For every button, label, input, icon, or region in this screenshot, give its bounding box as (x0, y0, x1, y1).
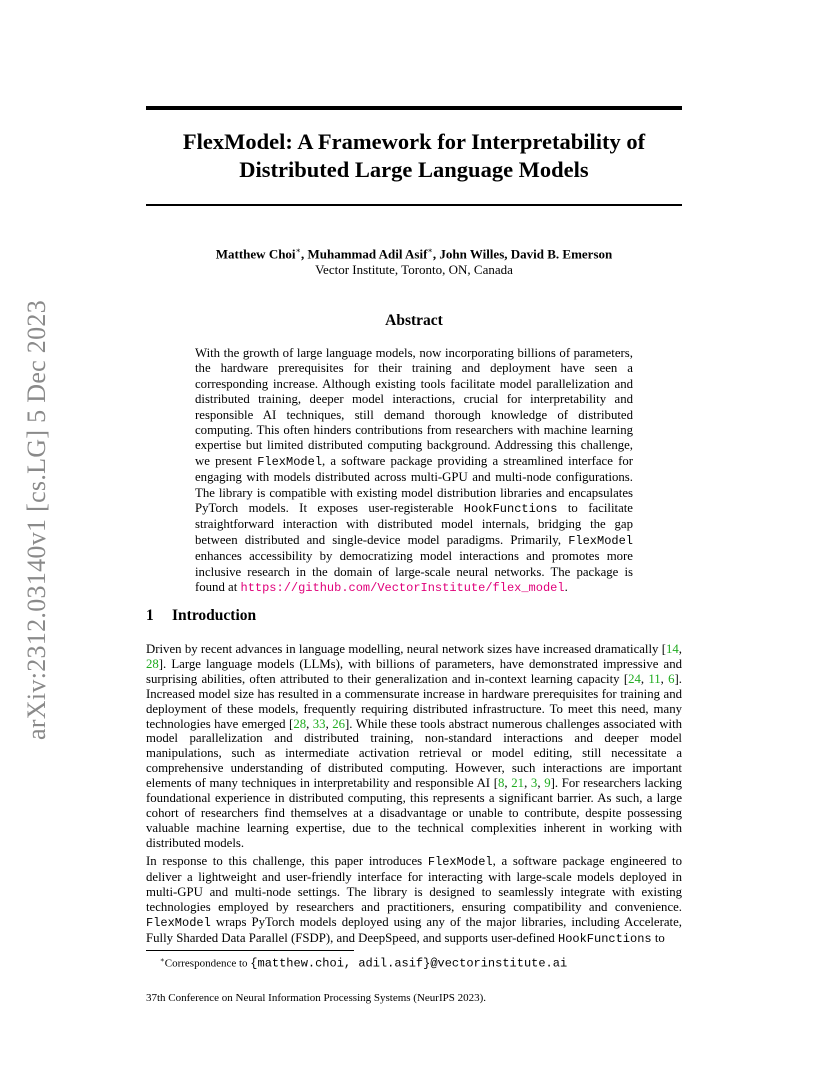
citation-link[interactable]: 28 (146, 656, 159, 671)
section-title: Introduction (172, 607, 257, 624)
author-1-mark: ∗ (295, 246, 301, 255)
citation-link[interactable]: 3 (530, 776, 538, 791)
citation-link[interactable]: 9 (544, 776, 551, 791)
affiliation: Vector Institute, Toronto, ON, Canada (315, 262, 513, 278)
citation-link[interactable]: 26 (332, 716, 346, 731)
author-3-4: John Willes, David B. Emerson (439, 246, 613, 262)
github-link[interactable]: https://github.com/VectorInstitute/flex_model (240, 581, 565, 596)
title-line-2: Distributed Large Language Models (239, 157, 589, 182)
citation-link[interactable]: 14 (666, 642, 679, 656)
code-flexmodel: FlexModel (146, 915, 211, 930)
section-heading-introduction (146, 607, 256, 625)
citation-link[interactable]: 21 (511, 776, 525, 791)
correspondence-email: {matthew.choi, adil.asif}@vectorinstitute.ai (250, 956, 568, 971)
title-line-1: FlexModel: A Framework for Interpretability of (182, 129, 646, 154)
citation-link[interactable]: 33 (312, 716, 326, 731)
paper-title (146, 128, 682, 184)
code-flexmodel: FlexModel (568, 533, 633, 548)
author-names: Matthew Choi∗, Muhammad Adil Asif∗, John Willes, David B. Emerson (215, 246, 613, 262)
citation-link[interactable]: 8 (498, 776, 505, 791)
footnote-rule (146, 950, 354, 951)
author-2-mark: ∗ (427, 246, 433, 255)
code-flexmodel: FlexModel (427, 855, 493, 869)
code-hookfunctions: HookFunctions (558, 931, 652, 946)
title-top-rule (146, 106, 682, 110)
footnote-mark: ∗ (160, 956, 165, 964)
author-block (146, 243, 682, 278)
author-1: Matthew Choi (215, 246, 296, 262)
arxiv-stamp: arXiv:2312.03140v1 [cs.LG] 5 Dec 2023 (22, 299, 51, 741)
intro-paragraph-1: Driven by recent advances in language modelling, neural network sizes have increased dramatically [14, 28]. Large language models (LLMs), with billions of parameters, have demonstrated impressive and surprising abilities, often attributed to their generalization and in-context learning capacity [24, 11, 6]. Increased model size has resulted in a commensurate increase in hardware prerequisites for training and deployment of these models, frequently requiring distributed infrastructure. To meet this need, many technologies have emerged [28, 33, 26]. While these tools abstract numerous challenges associated with model parallelization and distributed training, non-standard interactions and deeper model manipulations, such as intermediate activation retrieval or model editing, still necessitate a comprehensive understanding of distributed computing. However, such interactions are important elements of many techniques in interpretability and responsible AI [8, 21, 3, 9]. For researchers lacking foundational experience in distributed computing, this represents a significant barrier. As such, a large cohort of researchers find themselves at a disadvantage or unable to contribute, despite possessing valuable machine learning expertise, due to the technical complexities inherent in working with distributed models. (146, 642, 683, 850)
citation-link[interactable]: 28 (293, 716, 307, 731)
section-number: 1 (146, 607, 154, 624)
citation-link[interactable]: 6 (668, 671, 675, 686)
title-bottom-rule (146, 204, 682, 206)
footnote: ∗Correspondence to {matthew.choi, adil.asif}@vectorinstitute.ai (160, 956, 568, 971)
citation-link[interactable]: 24 (628, 671, 641, 686)
abstract-body: With the growth of large language models, now incorporating billions of parameters, the hardware prerequisites for their training and deployment have seen a corresponding increase. Although existing tools facilitate model parallelization and distributed training, deeper model interactions, crucial for interpretability and responsible AI techniques, still demand thorough knowledge of distributed computing. This often hinders contributions from researchers with machine learning expertise but limited distributed computing background. Addressing this challenge, we present FlexModel, a software package providing a streamlined interface for engaging with models distributed across multi-GPU and multi-node configurations. The library is compatible with existing model distribution libraries and encapsulates PyTorch models. It exposes user-registerable HookFunctions to facilitate straightforward interaction with distributed model internals, bridging the gap between distributed and single-device model paradigms. Primarily, FlexModel enhances accessibility by democratizing model interactions and promotes more inclusive research in the domain of large-scale neural networks. The package is found at https://github.com/VectorInstitute/flex_model. (195, 346, 633, 596)
venue-note: 37th Conference on Neural Information Processing Systems (NeurIPS 2023). (146, 992, 487, 1004)
code-hookfunctions: HookFunctions (463, 502, 558, 517)
code-flexmodel: FlexModel (257, 454, 323, 469)
abstract-heading: Abstract (385, 312, 443, 329)
intro-paragraph-2: In response to this challenge, this paper introduces FlexModel, a software package engineered to deliver a lightweight and user-friendly interface for interacting with large-scale models deployed in multi-GPU and multi-node settings. The library is designed to seamlessly integrate with existing technologies employed by researchers and practitioners, ensuring compatibility and convenience. FlexModel wraps PyTorch models deployed using any of the major libraries, including Accelerate, Fully Sharded Data Parallel (FSDP), and DeepSpeed, and supports user-defined HookFunctions to (146, 854, 682, 946)
author-2: Muhammad Adil Asif (307, 246, 428, 262)
citation-link[interactable]: 11 (648, 671, 661, 686)
